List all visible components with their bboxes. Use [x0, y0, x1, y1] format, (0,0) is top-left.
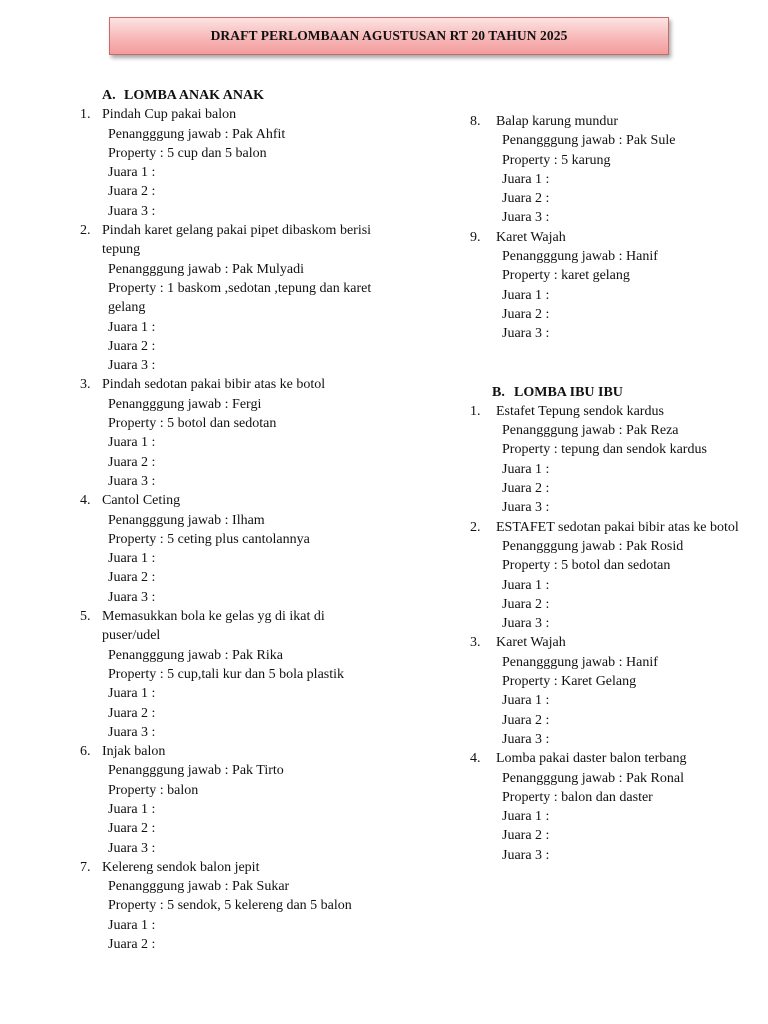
list-item — [72, 375, 372, 491]
item-detail-line: Juara 1 : — [502, 809, 550, 825]
item-detail-line: Juara 2 : — [502, 596, 550, 612]
item-detail-line: Juara 2 : — [502, 828, 550, 844]
item-detail-line: Penangggung jawab : Pak Ahfit — [108, 126, 286, 142]
item-detail-line: Juara 1 : — [502, 577, 550, 593]
item-detail-line: Property : 5 karung — [502, 152, 611, 168]
item-detail-line: Juara 1 : — [108, 801, 156, 817]
item-detail-line: Juara 2 : — [108, 184, 156, 200]
item-detail-line: Juara 1 : — [108, 435, 156, 451]
item-detail-line: Juara 3 : — [108, 840, 156, 856]
item-detail-line: Property : 5 botol dan sedotan — [108, 416, 277, 432]
item-name: Balap karung mundur — [496, 114, 619, 129]
item-number: 3. — [80, 377, 91, 393]
item-detail-line: Property : karet gelang — [502, 268, 630, 284]
item-detail-line: Juara 1 : — [108, 686, 156, 702]
item-detail-line: Juara 2 : — [502, 306, 550, 322]
item-detail-line: Penangggung jawab : Pak Rosid — [502, 538, 684, 554]
item-detail-line: Juara 2 : — [108, 338, 156, 354]
item-detail-line: Penangggung jawab : Pak Mulyadi — [108, 261, 304, 277]
item-detail-line: Juara 1 : — [502, 287, 550, 303]
item-detail-line: Penangggung jawab : Hanif — [502, 249, 658, 265]
item-detail-line: Property : balon dan daster — [502, 789, 653, 805]
item-detail-line: Juara 1 : — [108, 319, 156, 335]
item-detail-line: Property : 5 cup dan 5 balon — [108, 145, 267, 161]
item-detail-line: Juara 2 : — [108, 454, 156, 470]
list-item — [466, 228, 746, 344]
item-detail-line: Penangggung jawab : Pak Reza — [502, 423, 679, 439]
item-detail-line: Juara 2 : — [502, 481, 550, 497]
item-detail-line: Juara 2 : — [108, 821, 156, 837]
item-name: ESTAFET sedotan pakai bibir atas ke botol — [496, 519, 739, 535]
item-detail-line: Juara 3 : — [502, 210, 550, 226]
item-detail-line: Juara 1 : — [502, 171, 550, 187]
item-number: 4. — [470, 751, 481, 767]
list-item — [72, 491, 372, 607]
item-name: Karet Wajah — [496, 635, 566, 651]
list-item — [72, 742, 372, 858]
item-detail-line: Penangggung jawab : Pak Ronal — [502, 770, 684, 786]
section-a-letter: A. — [102, 88, 116, 103]
item-detail-line: Juara 1 : — [502, 461, 550, 477]
list-item — [72, 858, 372, 954]
item-detail-line: Juara 3 : — [108, 358, 156, 374]
item-detail-line: Juara 3 : — [108, 589, 156, 605]
list-item — [466, 112, 746, 228]
item-detail-line: Property : 5 botol dan sedotan — [502, 558, 671, 574]
item-detail-line: Juara 3 : — [502, 500, 550, 516]
item-name: Pindah Cup pakai balon — [102, 107, 237, 123]
item-detail-line: Property : Karet Gelang — [502, 674, 637, 690]
item-detail-line: Juara 2 : — [502, 191, 550, 207]
item-detail-line: Juara 3 : — [108, 203, 156, 219]
item-detail-line: Juara 1 : — [108, 551, 156, 567]
item-number: 5. — [80, 609, 91, 625]
item-detail-line: Penangggung jawab : Hanif — [502, 654, 658, 670]
section-a-list-continued — [466, 112, 746, 344]
document-title: DRAFT PERLOMBAAN AGUSTUSAN RT 20 TAHUN 2025 — [109, 17, 669, 55]
item-detail-line: Juara 1 : — [502, 693, 550, 709]
item-number: 9. — [470, 229, 481, 245]
item-detail-line: Juara 3 : — [502, 616, 550, 632]
item-detail-line: Property : balon — [108, 782, 199, 798]
item-detail-line: Property : tepung dan sendok kardus — [502, 442, 707, 458]
item-detail-line: Juara 2 : — [502, 712, 550, 728]
column-right — [466, 112, 746, 865]
column-left — [72, 86, 372, 954]
item-number: 3. — [470, 635, 481, 651]
item-detail-line: Property : 5 cup,tali kur dan 5 bola plastik — [108, 666, 345, 682]
item-detail-line: Juara 3 : — [502, 326, 550, 342]
item-name: Pindah karet gelang pakai pipet dibaskom berisi tepung — [102, 223, 372, 258]
item-detail-line: Penangggung jawab : Fergi — [108, 396, 262, 412]
section-a-title: LOMBA ANAK ANAK — [124, 88, 265, 103]
section-b-letter: B. — [492, 384, 505, 400]
list-item — [466, 749, 746, 865]
list-item — [72, 105, 372, 221]
item-detail-line: Juara 2 : — [108, 570, 156, 586]
item-detail-line: Penangggung jawab : Ilham — [108, 512, 265, 528]
item-detail-line: Juara 2 : — [108, 937, 156, 953]
item-detail-line: Penangggung jawab : Pak Sukar — [108, 879, 290, 895]
item-detail-line: Property : 5 ceting plus cantolannya — [108, 531, 310, 547]
item-detail-line: Juara 3 : — [108, 473, 156, 489]
item-detail-line: Property : 5 sendok, 5 kelereng dan 5 balon — [108, 898, 352, 914]
item-detail-line: Penangggung jawab : Pak Rika — [108, 647, 283, 663]
item-number: 2. — [470, 519, 481, 535]
list-item — [72, 221, 372, 375]
item-name: Lomba pakai daster balon terbang — [496, 751, 687, 767]
item-name: Pindah sedotan pakai bibir atas ke botol — [102, 377, 326, 393]
section-spacer — [466, 344, 746, 383]
item-number: 1. — [80, 107, 91, 123]
item-detail-line: Juara 1 : — [108, 165, 156, 181]
item-name: Memasukkan bola ke gelas yg di ikat di puser/udel — [102, 609, 325, 644]
item-number: 4. — [80, 493, 91, 509]
item-name: Karet Wajah — [496, 229, 566, 245]
item-detail-line: Juara 2 : — [108, 705, 156, 721]
item-name: Cantol Ceting — [102, 493, 181, 509]
item-number: 8. — [470, 114, 481, 129]
list-item — [466, 402, 746, 518]
item-number: 1. — [470, 403, 481, 419]
item-detail-line: Penangggung jawab : Pak Tirto — [108, 763, 284, 779]
item-number: 2. — [80, 223, 91, 239]
item-number: 7. — [80, 859, 91, 875]
item-detail-line: Juara 3 : — [502, 731, 550, 747]
list-item — [72, 607, 372, 742]
section-b-list — [466, 402, 746, 865]
item-detail-line: Juara 1 : — [108, 917, 156, 933]
item-detail-line: Property : 1 baskom ,sedotan ,tepung dan karet gelang — [108, 280, 372, 316]
item-detail-line: Penangggung jawab : Pak Sule — [502, 133, 676, 149]
section-a-list — [72, 105, 372, 954]
section-b-title: LOMBA IBU IBU — [514, 384, 623, 400]
list-item — [466, 518, 746, 634]
item-name: Kelereng sendok balon jepit — [102, 859, 260, 875]
item-detail-line: Juara 3 : — [108, 724, 156, 740]
section-b-heading — [466, 383, 746, 402]
item-number: 6. — [80, 744, 91, 760]
section-a-heading — [72, 86, 372, 105]
item-name: Injak balon — [102, 744, 166, 760]
list-item — [466, 633, 746, 749]
item-name: Estafet Tepung sendok kardus — [496, 403, 664, 419]
item-detail-line: Juara 3 : — [502, 847, 550, 863]
